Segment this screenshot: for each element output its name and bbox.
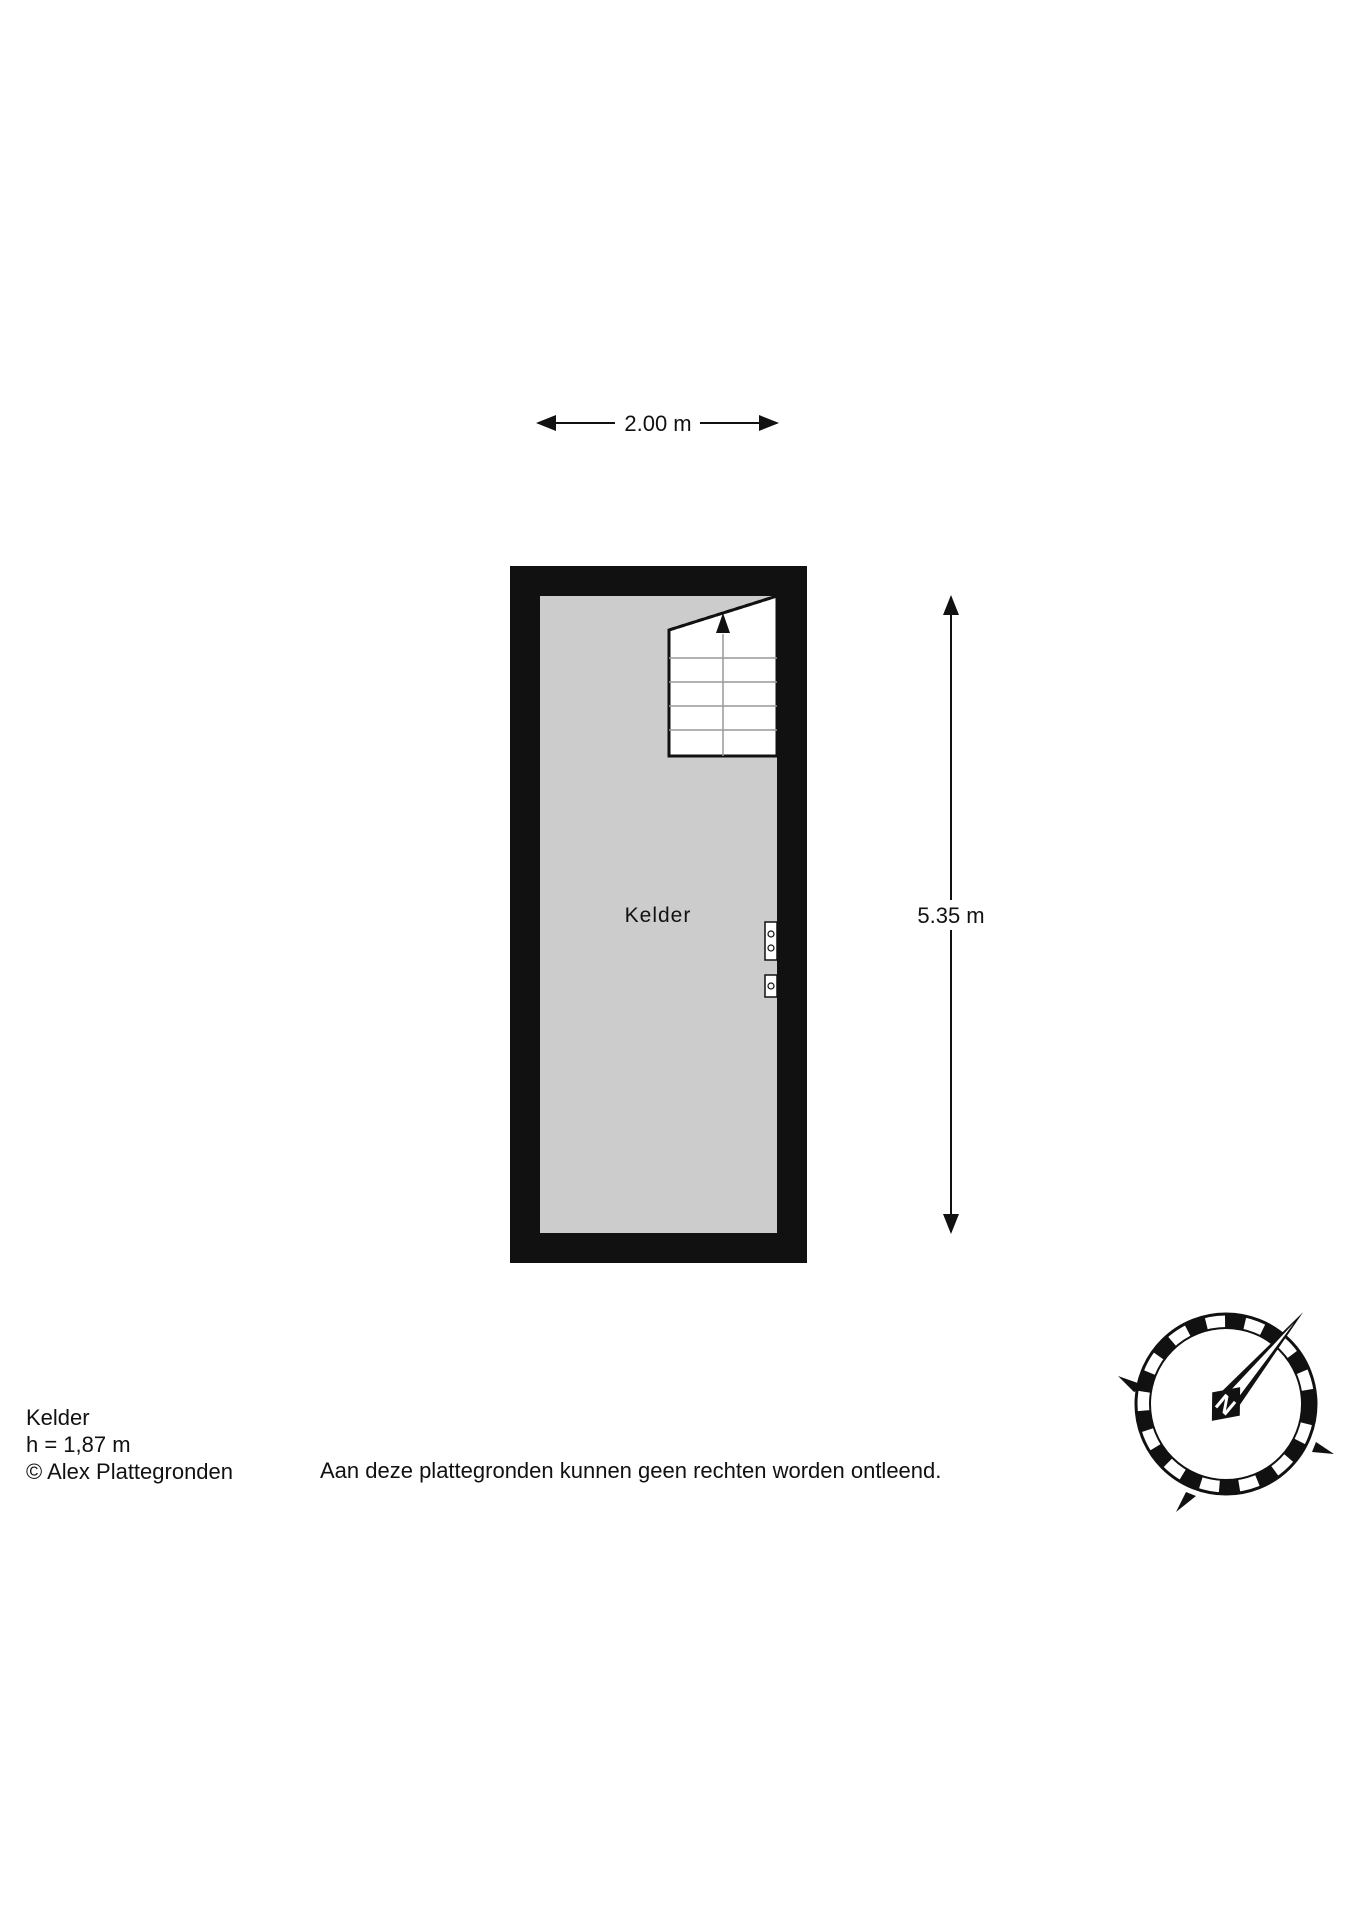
room-label: Kelder: [624, 904, 692, 927]
compass-rose-icon: [1118, 1301, 1334, 1512]
length-dimension: [914, 597, 988, 1232]
floor-legend: [26, 1404, 233, 1485]
disclaimer-text: Aan deze plattegronden kunnen geen rechten worden ontleend.: [320, 1458, 942, 1483]
legend-height: h = 1,87 m: [26, 1432, 131, 1457]
width-dimension: [538, 411, 777, 436]
length-dimension-label: 5.35 m: [917, 903, 985, 928]
compass-north-letter: N: [1209, 1389, 1241, 1422]
legend-floor-name: Kelder: [26, 1405, 90, 1430]
legend-copyright: © Alex Plattegronden: [26, 1459, 234, 1484]
width-dimension-label: 2.00 m: [624, 411, 692, 436]
meter-icon: [765, 922, 777, 997]
